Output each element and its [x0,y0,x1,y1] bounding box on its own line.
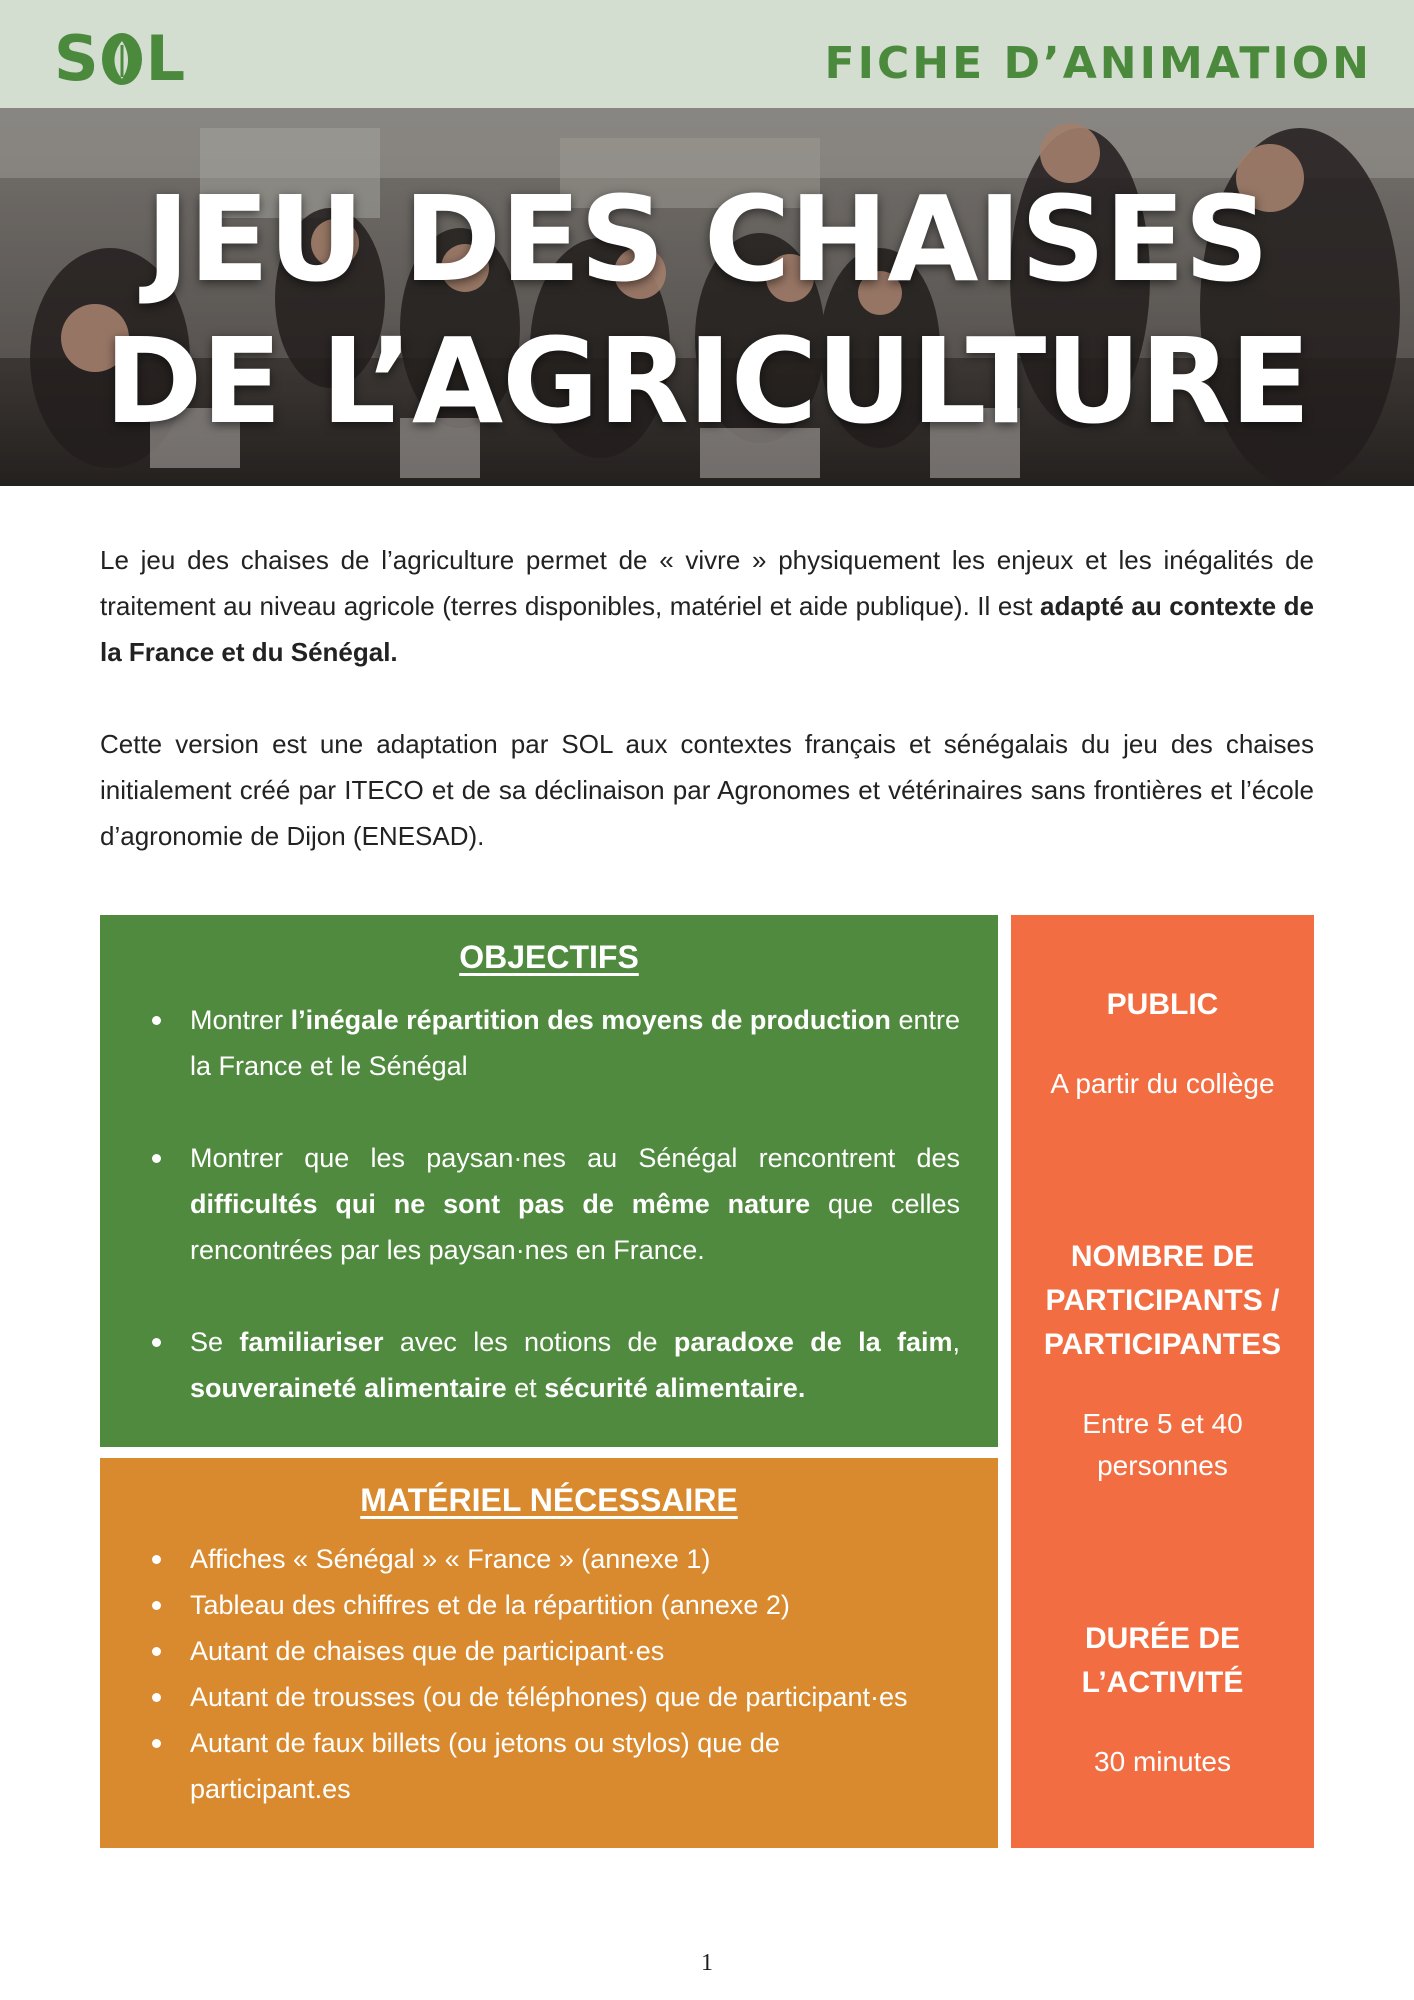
participants-value-2: personnes [1097,1450,1228,1481]
duration-label-1: DURÉE DE [1084,1622,1241,1655]
material-item: Autant de faux billets (ou jetons ou stylos) que de participant.es [138,1720,960,1812]
title-line-1: JEU DES CHAISES [145,170,1269,308]
sol-logo: S L [54,22,185,95]
material-item: Autant de chaises que de participant·es [138,1628,960,1674]
material-item: Tableau des chiffres et de la répartition (annexe 2) [138,1582,960,1628]
objectives-box [100,915,998,1447]
materials-heading: MATÉRIEL NÉCESSAIRE [360,1482,738,1518]
objectives-heading: OBJECTIFS [459,939,639,975]
intro-paragraph-2: Cette version est une adaptation par SOL aux contextes français et sénégalais du jeu des chaises initialement créé par ITECO et de sa déclinaison par Agronomes et vétérinaires sans frontières et l’école d’agronomie de Dijon (ENESAD). [100,729,1314,851]
material-item: Autant de trousses (ou de téléphones) que de participant·es [138,1674,960,1720]
duration-label-2: L’ACTIVITÉ [1081,1666,1244,1699]
info-box [1011,915,1314,1848]
participants-label-1: NOMBRE DE [1070,1240,1255,1273]
participants-label-2: PARTICIPANTS / [1045,1284,1280,1317]
intro-paragraph-1: Le jeu des chaises de l’agriculture permet de « vivre » physiquement les enjeux et les inégalités de traitement au niveau agricole (terres disponibles, matériel et aide publique). Il est adapté au contexte de la France et du Sénégal. [100,545,1315,667]
title-line-2: DE L’AGRICULTURE [104,312,1310,450]
objective-item: Montrer que les paysan·nes au Sénégal rencontrent des difficultés qui ne sont pas de même nature que celles rencontrées par les paysan·nes en France. [138,1135,960,1273]
participants-label-3: PARTICIPANTES [1043,1328,1282,1361]
materials-list [138,1536,960,1812]
public-value: A partir du collège [1050,1068,1275,1099]
page-title [0,168,1414,452]
duration-value: 30 minutes [1094,1746,1231,1777]
leaf-icon [100,31,144,87]
materials-box [100,1458,998,1848]
public-label: PUBLIC [1106,988,1219,1021]
objectives-list [138,997,960,1411]
hero-banner [0,108,1414,486]
material-item: Affiches « Sénégal » « France » (annexe 1) [138,1536,960,1582]
objective-item: Montrer l’inégale répartition des moyens de production entre la France et le Sénégal [138,997,960,1089]
intro-emphasis: adapté au contexte de la France et du Sénégal. [100,591,1315,667]
participants-value-1: Entre 5 et 40 [1082,1408,1243,1439]
page-number: 1 [701,1950,713,1976]
document-type-title: FICHE D’ANIMATION [824,38,1372,89]
objective-item: Se familiariser avec les notions de paradoxe de la faim, souveraineté alimentaire et sécurité alimentaire. [138,1319,960,1411]
